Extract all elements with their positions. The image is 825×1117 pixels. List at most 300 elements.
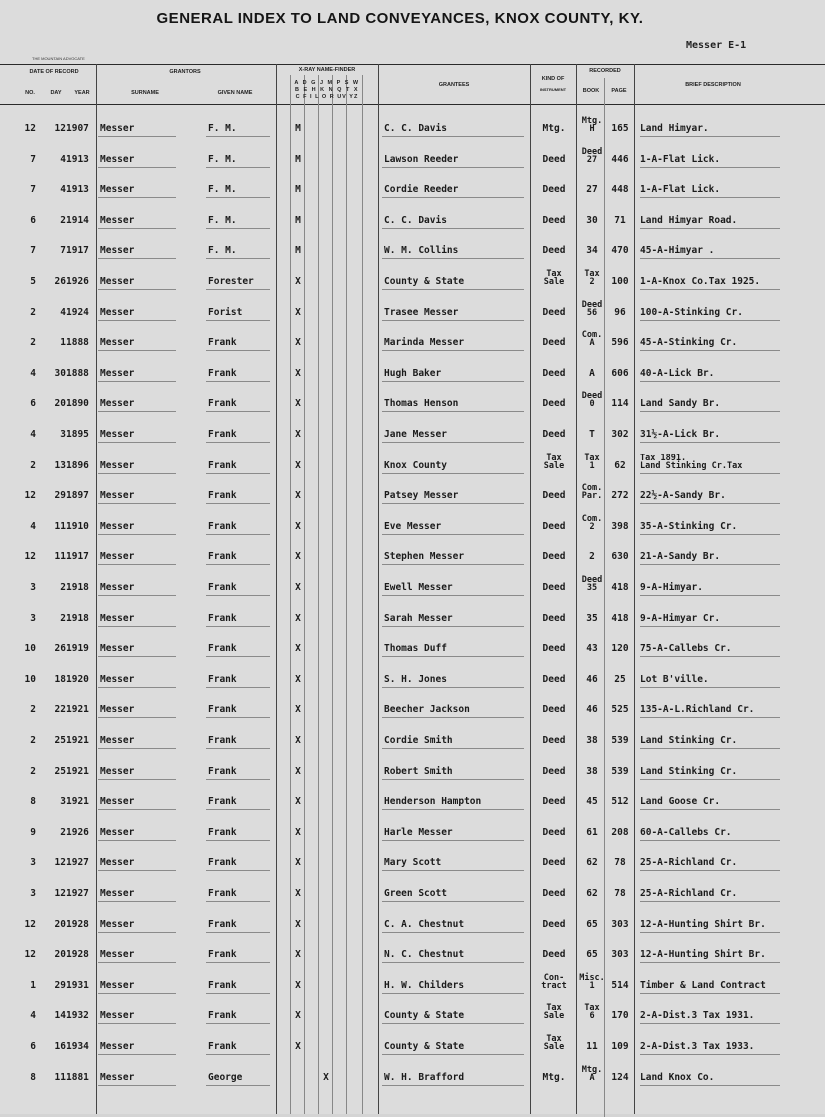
xray-mark: X [295,429,301,440]
cell-kind: Deed [542,582,566,593]
row-underline [640,350,780,351]
cell-year: 1932 [66,1010,89,1022]
cell-page: 272 [611,490,629,502]
cell-book: Deed 27 [581,146,603,165]
cell-grantee: C. C. Davis [384,123,447,134]
cell-book: Tax 1 [584,452,600,471]
cell-page: 109 [611,1041,629,1052]
cell-day: 18 [54,673,66,685]
cell-year: 1918 [66,582,89,593]
row-underline [640,717,780,718]
row-underline [98,809,176,810]
row-underline [206,228,270,229]
row-underline [382,993,524,994]
xray-mark: M [295,153,301,165]
cell-surname: Messer [100,398,135,410]
cell-day: 2 [60,214,66,226]
cell-page: 303 [611,918,629,930]
cell-kind: Deed [542,673,566,685]
row-underline [382,473,524,474]
cell-book: 30 [586,214,598,226]
cell-desc: 31½-A-Lick Br. [640,429,721,440]
row-underline [98,1085,176,1086]
cell-day: 12 [54,888,66,899]
cell-page: 303 [611,949,629,961]
cell-day: 2 [60,826,66,838]
table-row [0,421,825,451]
row-underline [640,626,780,627]
cell-no: 4 [30,1010,36,1022]
cell-given: F. M. [208,245,237,257]
cell-desc: 45-A-Himyar . [640,245,715,257]
cell-grantee: N. C. Chestnut [384,949,465,961]
cell-page: 124 [611,1071,629,1083]
cell-book: 38 [586,735,598,746]
xray-mark: X [295,857,301,869]
row-underline [206,717,270,718]
cell-no: 12 [24,918,36,930]
cell-no: 3 [30,612,36,624]
table-row [0,268,825,298]
row-underline [206,840,270,841]
row-underline [98,167,176,168]
cell-kind: Mtg. [542,123,566,134]
row-underline [640,962,780,963]
table-row [0,696,825,726]
cell-surname: Messer [100,1041,135,1052]
cell-day: 25 [54,735,66,746]
cell-kind: Tax Sale [543,1034,565,1052]
cell-year: 1928 [66,918,89,930]
cell-grantee: Sarah Messer [384,612,453,624]
row-underline [206,870,270,871]
row-underline [98,595,176,596]
cell-page: 302 [611,429,629,440]
cell-kind: Deed [542,398,566,410]
publisher-note: THE MOUNTAIN ADVOCATE [32,56,85,61]
row-underline [98,136,176,137]
cell-page: 525 [611,704,629,716]
xray-mark: X [295,704,301,716]
cell-page: 208 [611,826,629,838]
row-underline [206,595,270,596]
row-underline [640,289,780,290]
row-underline [98,932,176,933]
xray-mark: X [295,979,301,991]
row-underline [98,901,176,902]
cell-surname: Messer [100,643,135,655]
xray-mark: X [295,1010,301,1022]
cell-page: 606 [611,367,629,379]
cell-desc: Land Stinking Cr. [640,765,738,777]
cell-kind: Deed [542,704,566,716]
xray-mark: X [323,1071,329,1083]
cell-desc: 25-A-Richland Cr. [640,857,738,869]
table-row [0,115,825,145]
cell-surname: Messer [100,979,135,991]
cell-book: 38 [586,765,598,777]
cell-kind: Deed [542,612,566,624]
cell-year: 1881 [66,1071,89,1083]
table-row [0,360,825,390]
cell-page: 446 [611,153,629,165]
cell-desc: 9-A-Himyar. [640,582,703,593]
cell-year: 1896 [66,459,89,471]
cell-kind: Tax Sale [543,452,565,471]
row-underline [382,779,524,780]
row-underline [98,870,176,871]
cell-surname: Messer [100,490,135,502]
cell-no: 6 [30,1041,36,1052]
cell-book: 2 [589,551,595,563]
xray-mark: X [295,520,301,532]
table-row [0,299,825,329]
cell-desc: 135-A-L.Richland Cr. [640,704,755,716]
cell-kind: Mtg. [542,1071,566,1083]
cell-day: 4 [60,306,66,318]
cell-desc: 60-A-Callebs Cr. [640,826,732,838]
row-underline [382,289,524,290]
row-underline [382,809,524,810]
cell-no: 12 [24,949,36,961]
row-underline [98,564,176,565]
cell-grantee: Henderson Hampton [384,796,482,808]
row-underline [640,1023,780,1024]
xray-mark: X [295,582,301,593]
header-instrument: INSTRUMENT [539,87,567,92]
cell-grantee: County & State [384,1041,465,1052]
cell-surname: Messer [100,826,135,838]
cell-surname: Messer [100,796,135,808]
cell-grantee: Cordie Smith [384,735,453,746]
cell-page: 114 [611,398,629,410]
cell-book: 46 [586,704,598,716]
cell-desc: Timber & Land Contract [640,979,766,991]
cell-day: 4 [60,153,66,165]
row-underline [382,411,524,412]
row-underline [640,748,780,749]
cell-surname: Messer [100,612,135,624]
cell-book: A [589,367,595,379]
cell-no: 6 [30,398,36,410]
row-underline [640,595,780,596]
cell-desc: 2-A-Dist.3 Tax 1931. [640,1010,755,1022]
row-underline [382,136,524,137]
cell-book: 46 [586,673,598,685]
cell-desc: 40-A-Lick Br. [640,367,715,379]
cell-given: Frank [208,704,237,716]
cell-no: 6 [30,214,36,226]
cell-book: Com. Par. [581,483,603,502]
xray-mark: X [295,796,301,808]
row-underline [206,564,270,565]
row-underline [206,993,270,994]
cell-desc: 45-A-Stinking Cr. [640,337,738,349]
cell-kind: Deed [542,796,566,808]
cell-no: 10 [24,673,36,685]
row-underline [640,932,780,933]
cell-desc: Land Himyar Road. [640,214,738,226]
row-underline [640,320,780,321]
cell-no: 12 [24,490,36,502]
cell-year: 1897 [66,490,89,502]
cell-given: F. M. [208,153,237,165]
cell-surname: Messer [100,949,135,961]
row-underline [98,503,176,504]
cell-given: Frank [208,398,237,410]
xray-mark: X [295,612,301,624]
row-underline [382,350,524,351]
sheet-label: Messer E-1 [686,40,747,51]
cell-book: Mtg. A [581,1064,603,1083]
cell-kind: Deed [542,918,566,930]
cell-desc: 25-A-Richland Cr. [640,888,738,899]
cell-given: George [208,1071,243,1083]
row-underline [640,381,780,382]
cell-given: F. M. [208,184,237,196]
cell-day: 4 [60,184,66,196]
cell-desc: 35-A-Stinking Cr. [640,520,738,532]
cell-book: T [589,429,595,440]
cell-day: 16 [54,1041,66,1052]
cell-grantee: Thomas Duff [384,643,447,655]
cell-given: Frank [208,735,237,746]
cell-grantee: Eve Messer [384,520,442,532]
cell-given: Frank [208,673,237,685]
cell-year: 1926 [66,276,89,287]
cell-page: 78 [614,857,626,869]
cell-year: 1921 [66,765,89,777]
cell-kind: Deed [542,949,566,961]
cell-day: 12 [54,857,66,869]
cell-surname: Messer [100,551,135,563]
cell-no: 7 [30,184,36,196]
row-underline [98,197,176,198]
cell-given: Frank [208,337,237,349]
header-xray-row2: B E H K N Q T X [294,87,360,93]
cell-no: 7 [30,245,36,257]
row-underline [382,381,524,382]
cell-grantee: W. M. Collins [384,245,459,257]
row-underline [640,136,780,137]
cell-page: 512 [611,796,629,808]
row-underline [640,564,780,565]
cell-grantee: Green Scott [384,888,447,899]
xray-mark: X [295,949,301,961]
cell-no: 4 [30,367,36,379]
row-underline [98,626,176,627]
row-underline [206,411,270,412]
cell-day: 1 [60,337,66,349]
cell-surname: Messer [100,918,135,930]
cell-no: 4 [30,520,36,532]
cell-book: Tax 6 [584,1003,600,1022]
cell-book: 11 [586,1041,598,1052]
table-row [0,666,825,696]
header-bottom-rule [0,104,825,105]
cell-page: 71 [614,214,626,226]
row-underline [206,167,270,168]
cell-year: 1910 [66,520,89,532]
cell-kind: Deed [542,214,566,226]
table-row [0,176,825,206]
row-underline [382,748,524,749]
row-underline [206,136,270,137]
row-underline [640,442,780,443]
cell-no: 3 [30,857,36,869]
cell-desc: Land Stinking Cr. [640,735,738,746]
table-row [0,207,825,237]
cell-no: 5 [30,276,36,287]
cell-given: F. M. [208,123,237,134]
cell-year: 1920 [66,673,89,685]
cell-surname: Messer [100,306,135,318]
xray-mark: X [295,1041,301,1052]
row-underline [640,870,780,871]
xray-mark: M [295,245,301,257]
cell-surname: Messer [100,214,135,226]
xray-mark: X [295,551,301,563]
cell-grantee: Knox County [384,459,447,471]
cell-no: 2 [30,735,36,746]
row-underline [98,962,176,963]
cell-grantee: Mary Scott [384,857,442,869]
cell-grantee: County & State [384,276,465,287]
cell-day: 22 [54,704,66,716]
cell-year: 1924 [66,306,89,318]
table-row [0,972,825,1002]
cell-page: 100 [611,276,629,287]
cell-book: Deed 56 [581,299,603,318]
cell-page: 96 [614,306,626,318]
row-underline [206,748,270,749]
table-row [0,482,825,512]
cell-day: 20 [54,949,66,961]
cell-year: 1914 [66,214,89,226]
header-kind-of: KIND OF [541,76,565,82]
cell-grantee: Ewell Messer [384,582,453,593]
row-underline [382,595,524,596]
cell-kind: Deed [542,735,566,746]
cell-desc: Land Knox Co. [640,1071,715,1083]
xray-mark: X [295,276,301,287]
cell-no: 12 [24,123,36,134]
table-row [0,819,825,849]
header-page: PAGE [611,88,627,94]
cell-surname: Messer [100,520,135,532]
cell-year: 1918 [66,612,89,624]
cell-surname: Messer [100,1071,135,1083]
xray-mark: M [295,214,301,226]
cell-desc: Tax 1891. Land Stinking Cr.Tax [640,453,743,470]
cell-year: 1888 [66,367,89,379]
cell-kind: Deed [542,337,566,349]
row-underline [640,687,780,688]
cell-page: 539 [611,735,629,746]
row-underline [382,228,524,229]
cell-kind: Deed [542,490,566,502]
xray-mark: M [295,123,301,134]
row-underline [206,809,270,810]
cell-grantee: Thomas Henson [384,398,459,410]
cell-kind: Deed [542,857,566,869]
cell-page: 62 [614,459,626,471]
cell-no: 3 [30,582,36,593]
cell-page: 448 [611,184,629,196]
header-xray-row3: C F I L O R UV YZ [295,94,359,100]
cell-book: 45 [586,796,598,808]
row-underline [640,258,780,259]
cell-book: 34 [586,245,598,257]
cell-year: 1921 [66,735,89,746]
table-row [0,605,825,635]
cell-surname: Messer [100,367,135,379]
cell-grantee: Harle Messer [384,826,453,838]
table-row [0,727,825,757]
row-underline [206,350,270,351]
cell-grantee: Trasee Messer [384,306,459,318]
cell-no: 2 [30,704,36,716]
cell-desc: 2-A-Dist.3 Tax 1933. [640,1041,755,1052]
cell-kind: Deed [542,306,566,318]
cell-year: 1927 [66,888,89,899]
table-row [0,329,825,359]
row-underline [98,289,176,290]
cell-given: Frank [208,796,237,808]
row-underline [206,534,270,535]
table-row [0,1033,825,1063]
cell-day: 7 [60,245,66,257]
cell-grantee: Beecher Jackson [384,704,470,716]
cell-page: 514 [611,979,629,991]
table-row [0,237,825,267]
cell-page: 25 [614,673,626,685]
cell-kind: Tax Sale [543,269,565,287]
row-underline [640,809,780,810]
row-underline [206,197,270,198]
row-underline [382,1054,524,1055]
header-xray: X-RAY NAME-FINDER [298,67,356,73]
cell-no: 7 [30,153,36,165]
cell-kind: Deed [542,643,566,655]
cell-kind: Deed [542,184,566,196]
cell-no: 9 [30,826,36,838]
cell-surname: Messer [100,888,135,899]
cell-given: Frank [208,520,237,532]
cell-day: 11 [54,1071,66,1083]
cell-kind: Deed [542,367,566,379]
cell-year: 1921 [66,796,89,808]
cell-year: 1890 [66,398,89,410]
row-underline [640,503,780,504]
cell-book: Tax 2 [584,269,600,287]
cell-day: 29 [54,490,66,502]
cell-day: 2 [60,582,66,593]
row-underline [98,748,176,749]
cell-given: Forist [208,306,243,318]
cell-given: Frank [208,551,237,563]
row-underline [640,167,780,168]
header-book: BOOK [582,88,600,94]
cell-book: 65 [586,949,598,961]
row-underline [640,1054,780,1055]
row-underline [382,442,524,443]
table-row [0,390,825,420]
row-underline [382,197,524,198]
cell-desc: Land Himyar. [640,123,709,134]
cell-surname: Messer [100,857,135,869]
table-row [0,635,825,665]
